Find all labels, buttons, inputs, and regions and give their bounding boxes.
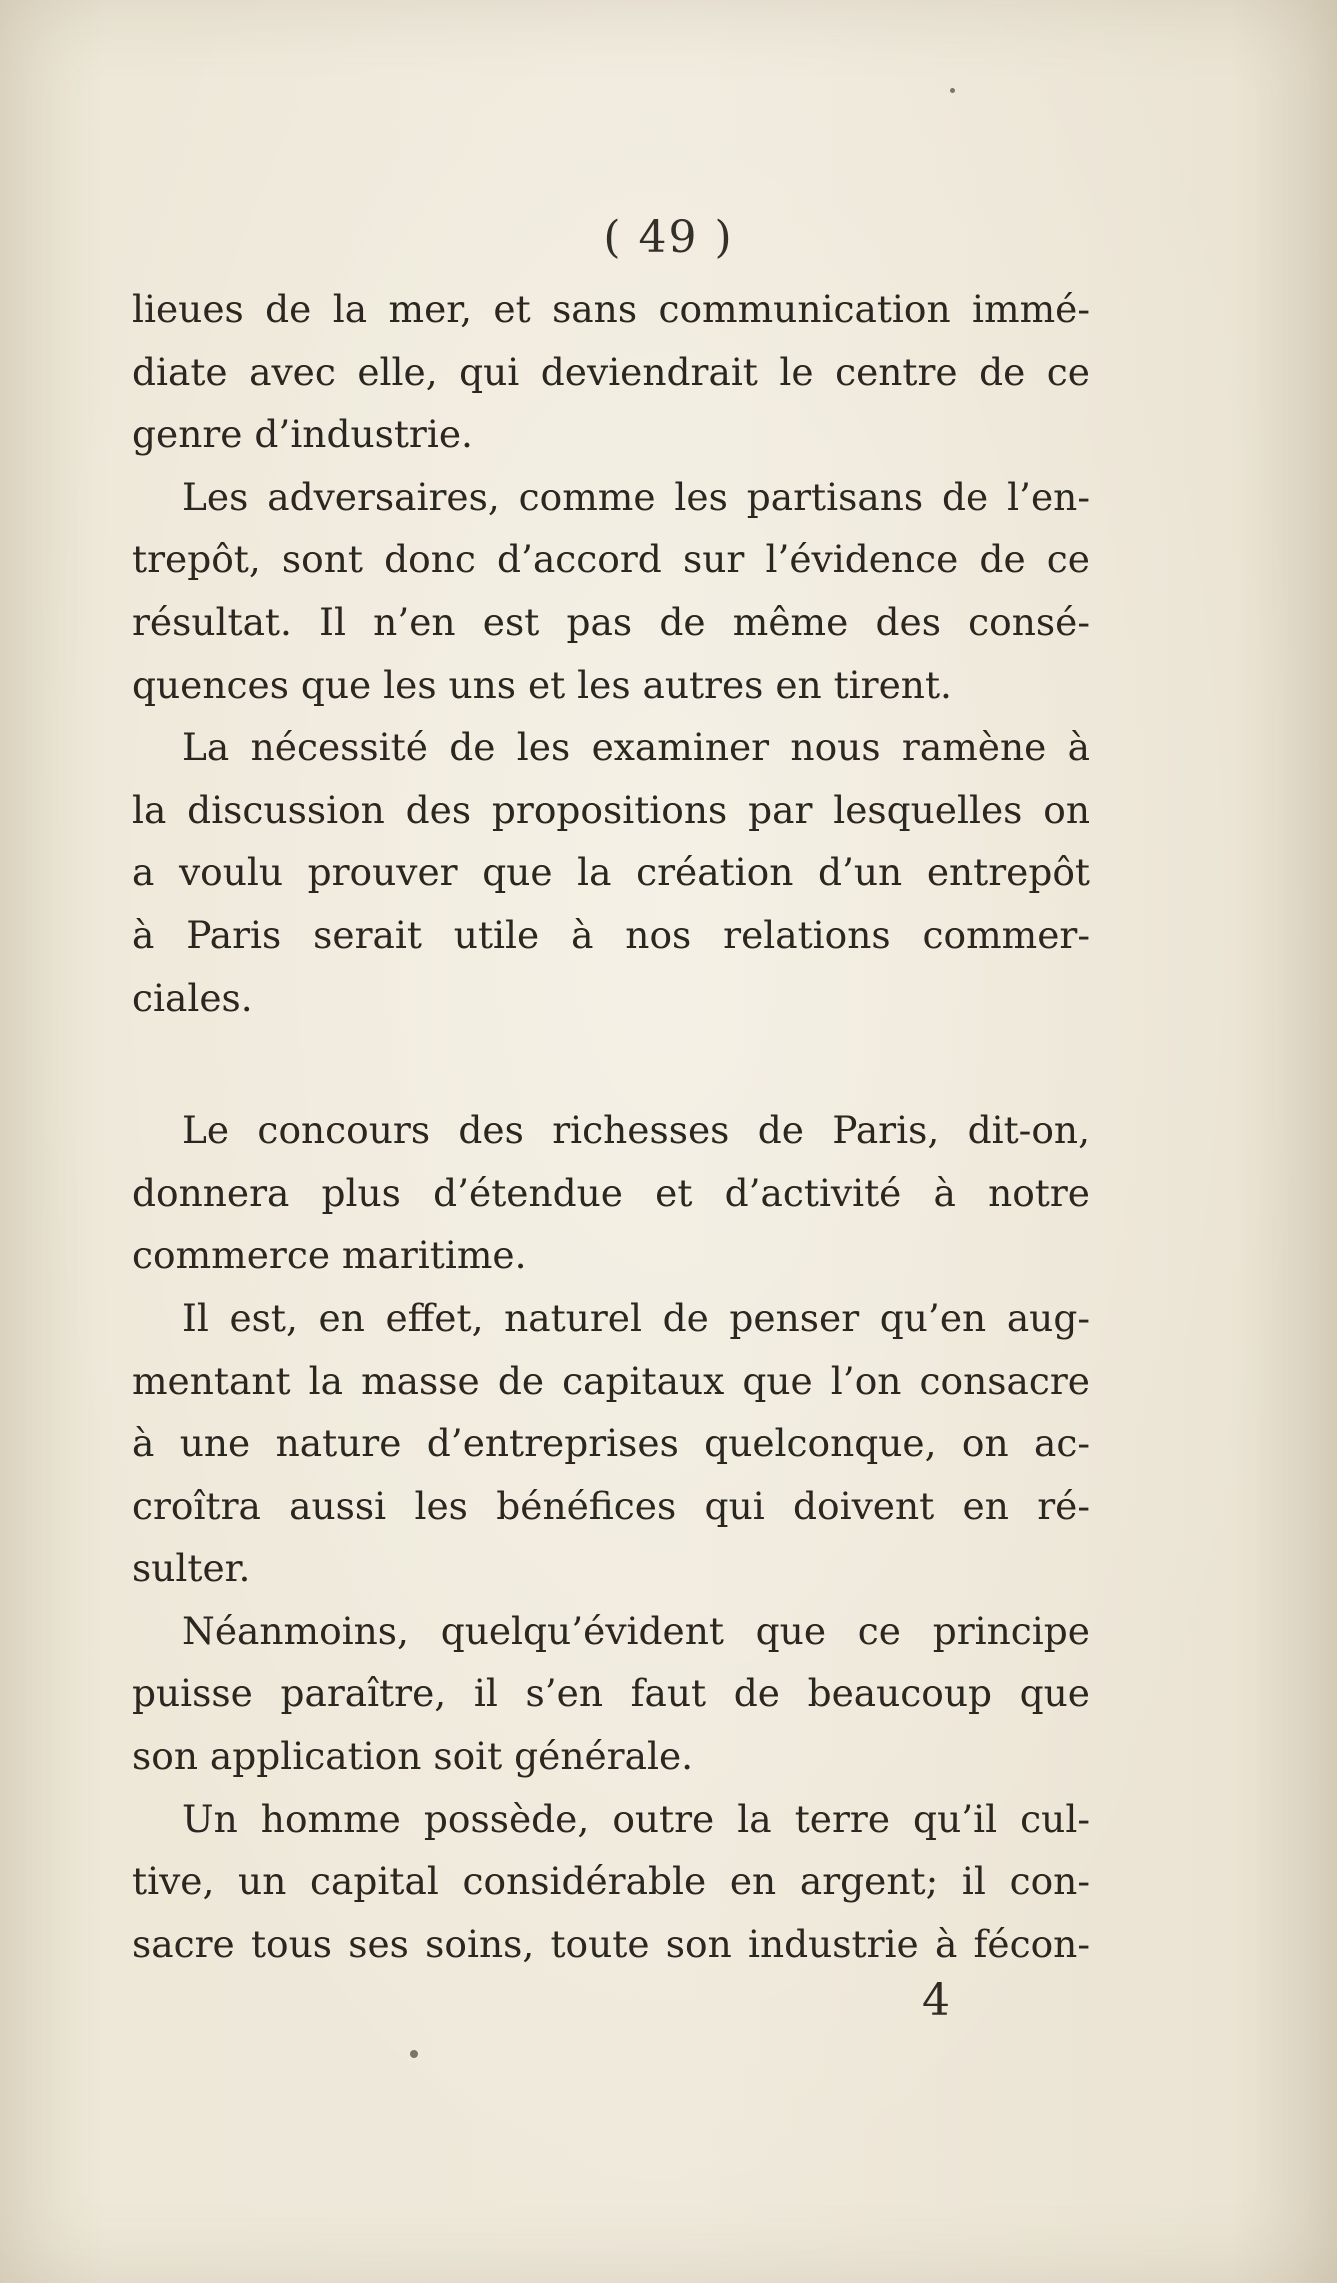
text-line: croîtra aussi les bénéfices qui doivent en ré- [132,1483,1090,1528]
text-line: quences que les uns et les autres en tirent. [132,662,952,707]
text-line: sulter. [132,1546,251,1591]
paragraph [132,466,1090,716]
text-line: commerce maritime. [132,1233,527,1278]
text-line: donnera plus d’étendue et d’activité à notre [132,1170,1090,1215]
signature-mark: 4 [922,1975,950,2026]
ink-speck [410,2050,418,2058]
text-line: Un homme possède, outre la terre qu’il cul- [182,1796,1090,1841]
text-line: genre d’industrie. [132,412,473,457]
paragraph [132,1600,1090,1788]
text-line: la discussion des propositions par lesquelles on [132,787,1090,832]
text-line: Le concours des richesses de Paris, dit-on, [182,1108,1090,1153]
text-line: diate avec elle, qui deviendrait le centre de ce [132,349,1090,394]
text-line: Il est, en effet, naturel de penser qu’en aug- [182,1295,1090,1340]
text-line: trepôt, sont donc d’accord sur l’évidence de ce [132,537,1090,582]
page-number: ( 49 ) [603,212,734,263]
text-line: lieues de la mer, et sans communication immé- [132,287,1090,331]
text-line: mentant la masse de capitaux que l’on consacre [132,1358,1090,1403]
text-line: son application soit générale. [132,1734,694,1779]
text-line: Les adversaires, comme les partisans de l’en- [182,474,1090,519]
text-line: ciales. [132,975,253,1020]
paragraph [132,716,1090,1029]
text-line: sacre tous ses soins, toute son industrie à fécon- [132,1921,1090,1966]
ink-speck [950,88,955,93]
text-line: Néanmoins, quelqu’évident que ce principe [182,1608,1090,1653]
text-line: à Paris serait utile à nos relations commer- [132,912,1090,957]
text-line: La nécessité de les examiner nous ramène à [182,725,1090,770]
body-text [132,278,1090,1975]
text-line: résultat. Il n’en est pas de même des consé- [132,599,1090,644]
text-line: à une nature d’entreprises quelconque, on ac- [132,1421,1090,1466]
paragraph [132,1099,1090,1287]
paragraph [132,1287,1090,1600]
paragraph [132,278,1090,466]
section-gap [132,1029,1090,1099]
paragraph [132,1788,1090,1976]
text-line: tive, un capital considérable en argent; il con- [132,1859,1090,1904]
text-line: a voulu prouver que la création d’un entrepôt [132,850,1090,895]
text-line: puisse paraître, il s’en faut de beaucoup que [132,1671,1090,1716]
